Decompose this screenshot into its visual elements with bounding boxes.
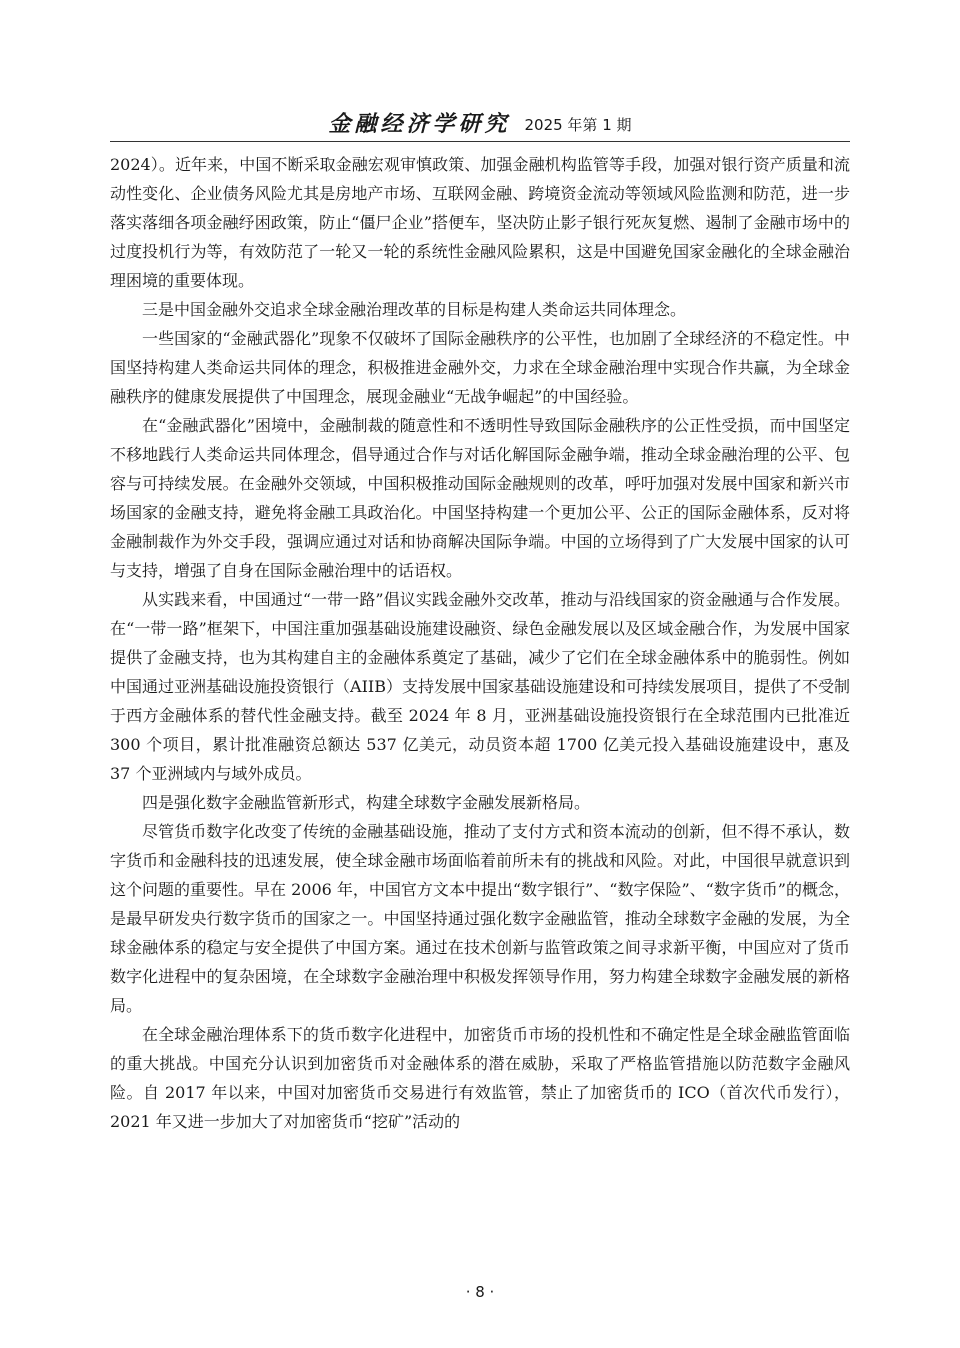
paragraph-continued: 2024）。近年来，中国不断采取金融宏观审慎政策、加强金融机构监管等手段，加强对银行资产质量和流动性变化、企业债务风险尤其是房地产市场、互联网金融、跨境资金流动等领域风险监测和防范，进一步落实落细各项金融纾困政策，防止“僵尸企业”搭便车，坚决防止影子银行死灰复燃、遏制了金融市场中的过度投机行为等，有效防范了一轮又一轮的系统性金融风险累积，这是中国避免国家金融化的全球金融治理困境的重要体现。 bbox=[110, 155, 850, 290]
body-text bbox=[110, 150, 850, 1136]
paragraph: 在“金融武器化”困境中，金融制裁的随意性和不透明性导致国际金融秩序的公正性受损，而中国坚定不移地践行人类命运共同体理念，倡导通过合作与对话化解国际金融争端，推动全球金融治理的公平、包容与可持续发展。在金融外交领域，中国积极推动国际金融规则的改革，呼吁加强对发展中国家和新兴市场国家的金融支持，避免将金融工具政治化。中国坚持构建一个更加公平、公正的国际金融体系，反对将金融制裁作为外交手段，强调应通过对话和协商解决国际争端。中国的立场得到了广大发展中国家的认可与支持，增强了自身在国际金融治理中的话语权。 bbox=[110, 416, 850, 580]
paragraph: 在全球金融治理体系下的货币数字化进程中，加密货币市场的投机性和不确定性是全球金融监管面临的重大挑战。中国充分认识到加密货币对金融体系的潜在威胁，采取了严格监管措施以防范数字金融风险。自 2017 年以来，中国对加密货币交易进行有效监管，禁止了加密货币的 ICO（首次代币发行），2021 年又进一步加大了对加密货币“挖矿”活动的 bbox=[110, 1025, 850, 1131]
page-number: · 8 · bbox=[465, 1283, 495, 1301]
paragraph-heading-three: 三是中国金融外交追求全球金融治理改革的目标是构建人类命运共同体理念。 bbox=[142, 300, 687, 319]
paragraph: 尽管货币数字化改变了传统的金融基础设施，推动了支付方式和资本流动的创新，但不得不承认，数字货币和金融科技的迅速发展，使全球金融市场面临着前所未有的挑战和风险。对此，中国很早就意识到这个问题的重要性。早在 2006 年，中国官方文本中提出“数字银行”、“数字保险”、“数字货币”的概念，是最早研发央行数字货币的国家之一。中国坚持通过强化数字金融监管，推动全球数字金融的发展，为全球金融体系的稳定与安全提供了中国方案。通过在技术创新与监管政策之间寻求新平衡，中国应对了货币数字化进程中的复杂困境，在全球数字金融治理中积极发挥领导作用，努力构建全球数字金融发展的新格局。 bbox=[110, 822, 850, 1015]
paragraph-heading-four: 四是强化数字金融监管新形式，构建全球数字金融发展新格局。 bbox=[142, 793, 591, 812]
journal-name: 金融经济学研究 bbox=[328, 111, 511, 137]
header-rule bbox=[110, 141, 850, 142]
issue-info: 2025 年第 1 期 bbox=[524, 116, 632, 134]
page-header bbox=[100, 108, 860, 138]
paragraph: 一些国家的“金融武器化”现象不仅破坏了国际金融秩序的公平性，也加剧了全球经济的不稳定性。中国坚持构建人类命运共同体的理念，积极推进金融外交，力求在全球金融治理中实现合作共赢，为全球金融秩序的健康发展提供了中国理念，展现金融业“无战争崛起”的中国经验。 bbox=[110, 329, 850, 406]
paragraph: 从实践来看，中国通过“一带一路”倡议实践金融外交改革，推动与沿线国家的资金融通与合作发展。在“一带一路”框架下，中国注重加强基础设施建设融资、绿色金融发展以及区域金融合作，为发展中国家提供了金融支持，也为其构建自主的金融体系奠定了基础，减少了它们在全球金融体系中的脆弱性。例如中国通过亚洲基础设施投资银行（AIIB）支持发展中国家基础设施建设和可持续发展项目，提供了不受制于西方金融体系的替代性金融支持。截至 2024 年 8 月，亚洲基础设施投资银行在全球范围内已批准近 300 个项目，累计批准融资总额达 537 亿美元，动员资本超 1700 亿美元投入基础设施建设中，惠及 37 个亚洲域内与域外成员。 bbox=[110, 590, 850, 783]
